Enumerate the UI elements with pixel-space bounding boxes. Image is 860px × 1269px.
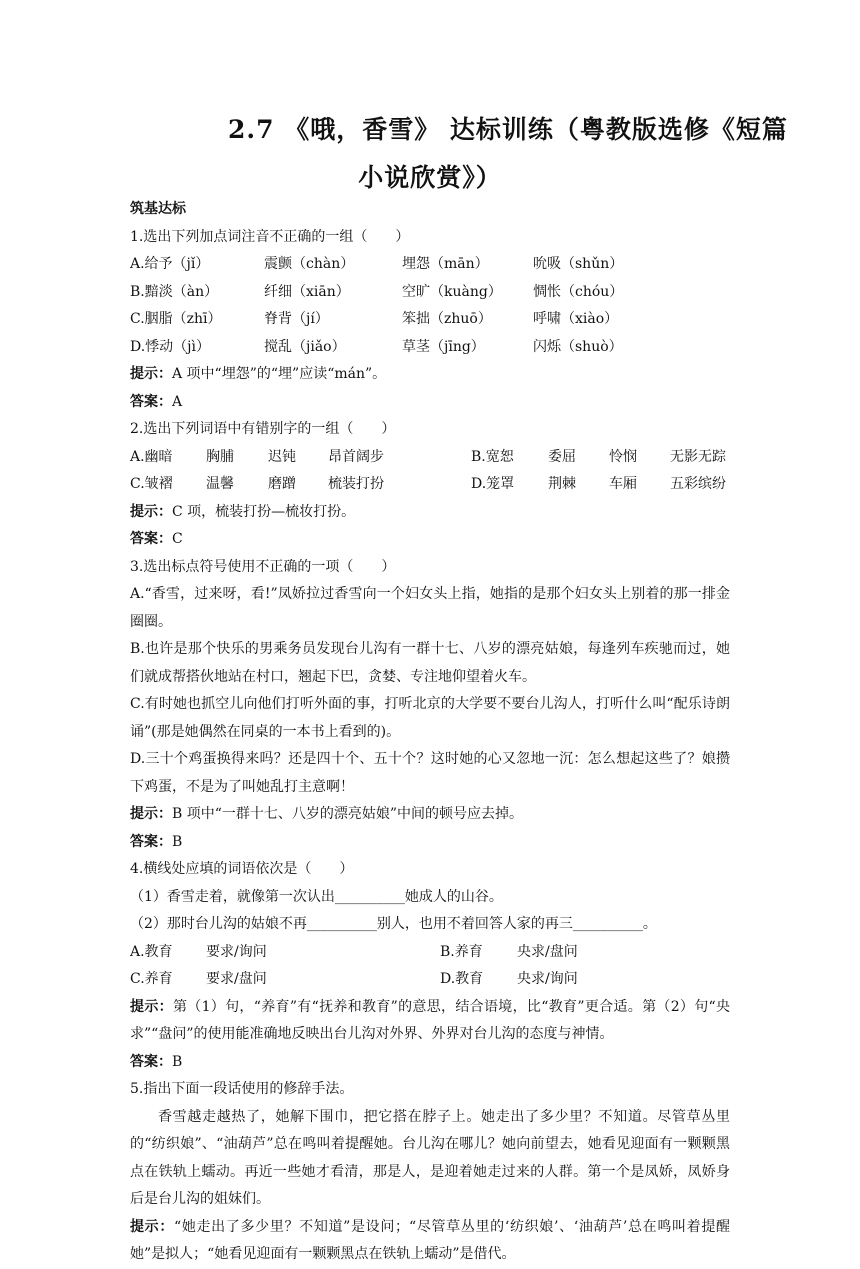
q1-b-item-4: 惆怅（chóu）: [533, 283, 624, 300]
q1-c-item-1: C.胭脂（zhī）: [130, 311, 222, 327]
section-heading: 筑基达标: [130, 201, 186, 217]
q2-c-2: 温馨: [206, 476, 234, 492]
answer-text: A: [172, 393, 183, 410]
hint-label: 提示：: [130, 1218, 175, 1235]
hint-text: “她走出了多少里？不知道”是设问；“尽管草丛里的‘纺织娘’、‘油葫芦’总在鸣叫着提醒她”是拟人；“她看见迎面有一颗颗黑点在铁轨上蠕动”是借代。: [130, 1218, 731, 1262]
q3-option-a: A.“香雪，过来呀，看!”凤娇拉过香雪向一个妇女头上指，她指的是那个妇女头上别着的那一排金圈圈。: [130, 586, 730, 630]
q1-option-row-a: [130, 251, 730, 279]
answer-label: 答案：: [130, 833, 172, 850]
hint-text: B 项中“一群十七、八岁的漂亮姑娘”中间的顿号应去掉。: [172, 806, 524, 822]
q4-a-2: 要求/询问: [206, 943, 267, 960]
q1-b-item-2: 纤细（xiān）: [264, 283, 350, 300]
q4-answer: [130, 1049, 730, 1077]
q1-a-item-3: 埋怨（mān）: [402, 256, 489, 272]
answer-label: 答案：: [130, 393, 172, 410]
q2-b-2: 委屈: [548, 448, 576, 465]
q3-hint: [130, 801, 730, 829]
q1-option-row-c: [130, 306, 730, 334]
q2-b-4: 无影无踪: [670, 448, 726, 465]
hint-label: 提示：: [130, 998, 173, 1015]
q5-hint: [130, 1214, 730, 1269]
q4-d-1: D.教育: [440, 971, 484, 987]
q3-option-c: C.有时她也抓空儿向他们打听外面的事，打听北京的大学要不要台儿沟人，打听什么叫“配乐诗朗诵”(那是她偶然在同桌的一本书上看到的)。: [130, 696, 730, 740]
q1-d-item-4: 闪烁（shuò）: [533, 338, 623, 355]
document-title-line2: 小说欣赏》）: [358, 163, 502, 192]
q1-d-item-3: 草茎（jīng）: [402, 338, 485, 355]
question-3-stem: 3.选出标点符号使用不正确的一项（ ）: [130, 558, 396, 575]
q2-answer: [130, 526, 730, 554]
q4-c-2: 要求/盘问: [206, 971, 267, 987]
answer-label: 答案：: [130, 1053, 172, 1070]
q2-c-4: 梳装打扮: [328, 476, 384, 492]
q2-c-1: C.皱褶: [130, 476, 173, 492]
q3-option-b: B.也许是那个快乐的男乘务员发现台儿沟有一群十七、八岁的漂亮姑娘，每逢列车疾驰而过，她们就成帮搭伙地站在村口，翘起下巴，贪婪、专注地仰望着火车。: [130, 641, 730, 685]
q1-answer: [130, 389, 730, 417]
q2-d-3: 车厢: [609, 476, 637, 492]
q1-d-item-1: D.悸动（jì）: [130, 338, 210, 355]
q1-c-item-3: 笨拙（zhuō）: [402, 311, 492, 327]
hint-text: 第（1）句，“养育”有“抚养和教育”的意思，结合语境，比“教育”更合适。第（2）句“央求”“盘问”的使用能准确地反映出台儿沟对外界、外界对台儿沟的态度与神情。: [130, 998, 731, 1042]
q2-d-1: D.笼罩: [471, 476, 515, 492]
q2-hint: [130, 499, 730, 527]
q2-row-ab: [130, 444, 730, 472]
answer-text: C: [172, 531, 183, 547]
q4-sentence-1: （1）香雪走着，就像第一次认出__________她成人的山谷。: [130, 888, 503, 905]
q2-b-1: B.宽恕: [471, 448, 514, 465]
q2-b-3: 怜悯: [609, 448, 637, 465]
q2-d-2: 荆棘: [548, 476, 576, 492]
q1-b-item-3: 空旷（kuàng）: [402, 283, 502, 300]
hint-label: 提示：: [130, 806, 172, 822]
q2-a-4: 昂首阔步: [328, 448, 384, 465]
hint-label: 提示：: [130, 366, 172, 382]
q4-b-2: 央求/盘问: [517, 943, 578, 960]
answer-text: B: [172, 1053, 183, 1070]
q1-c-item-2: 脊背（jí）: [264, 311, 329, 327]
q1-a-item-2: 震颤（chàn）: [264, 256, 355, 272]
hint-text: C 项，梳装打扮—梳妆打扮。: [172, 503, 356, 520]
q1-c-item-4: 呼啸（xiào）: [533, 311, 619, 327]
q2-a-1: A.幽暗: [130, 448, 173, 465]
question-2-stem: 2.选出下列词语中有错别字的一组（ ）: [130, 421, 396, 437]
q4-a-1: A.教育: [130, 943, 173, 960]
q2-c-3: 磨蹭: [268, 476, 296, 492]
q4-sentence-2: （2）那时台儿沟的姑娘不再__________别人，也用不着回答人家的再三__________。: [130, 916, 657, 932]
q4-c-1: C.养育: [130, 971, 173, 987]
q1-d-item-2: 搅乱（jiǎo）: [264, 338, 346, 355]
q4-d-2: 央求/询问: [517, 971, 578, 987]
q1-a-item-4: 吮吸（shǔn）: [533, 256, 624, 272]
q4-hint: [130, 994, 730, 1049]
document-body: [130, 196, 730, 1269]
q2-d-4: 五彩缤纷: [670, 476, 726, 492]
q5-passage: 香雪越走越热了，她解下围巾，把它搭在脖子上。她走出了多少里？不知道。尽管草丛里的“纺织娘”、“油葫芦”总在鸣叫着提醒她。台儿沟在哪儿？她向前望去，她看见迎面有一颗颗黑点在铁轨上蠕动。再近一些她才看清，那是人，是迎着她走过来的人群。第一个是凤娇，凤娇身后是台儿沟的姐妹们。: [130, 1108, 730, 1207]
hint-label: 提示：: [130, 503, 172, 520]
q2-row-cd: [130, 471, 730, 499]
q3-option-d: D.三十个鸡蛋换得来吗？还是四十个、五十个？这时她的心又忽地一沉：怎么想起这些了？娘攒下鸡蛋，不是为了叫她乱打主意啊！: [130, 751, 730, 795]
q1-option-row-d: [130, 334, 730, 362]
q1-b-item-1: B.黯淡（àn）: [130, 283, 219, 300]
q4-b-1: B.养育: [440, 943, 483, 960]
document-title-line1: 2.7 《哦，香雪》 达标训练（粤教版选修《短篇: [228, 115, 788, 144]
question-1-stem: 1.选出下列加点词注音不正确的一组（ ）: [130, 228, 410, 245]
answer-text: B: [172, 833, 183, 850]
q2-a-3: 迟钝: [268, 448, 296, 465]
hint-text: A 项中“埋怨”的“埋”应读“mán”。: [172, 366, 387, 382]
q1-a-item-1: A.给予（jǐ）: [130, 256, 210, 272]
q4-row-ab: [130, 939, 730, 967]
question-4-stem: 4.横线处应填的词语依次是（ ）: [130, 861, 354, 877]
q4-row-cd: [130, 966, 730, 994]
answer-label: 答案：: [130, 531, 172, 547]
q3-answer: [130, 829, 730, 857]
q2-a-2: 胸脯: [206, 448, 234, 465]
question-5-stem: 5.指出下面一段话使用的修辞手法。: [130, 1081, 354, 1097]
q1-option-row-b: [130, 279, 730, 307]
q1-hint: [130, 361, 730, 389]
